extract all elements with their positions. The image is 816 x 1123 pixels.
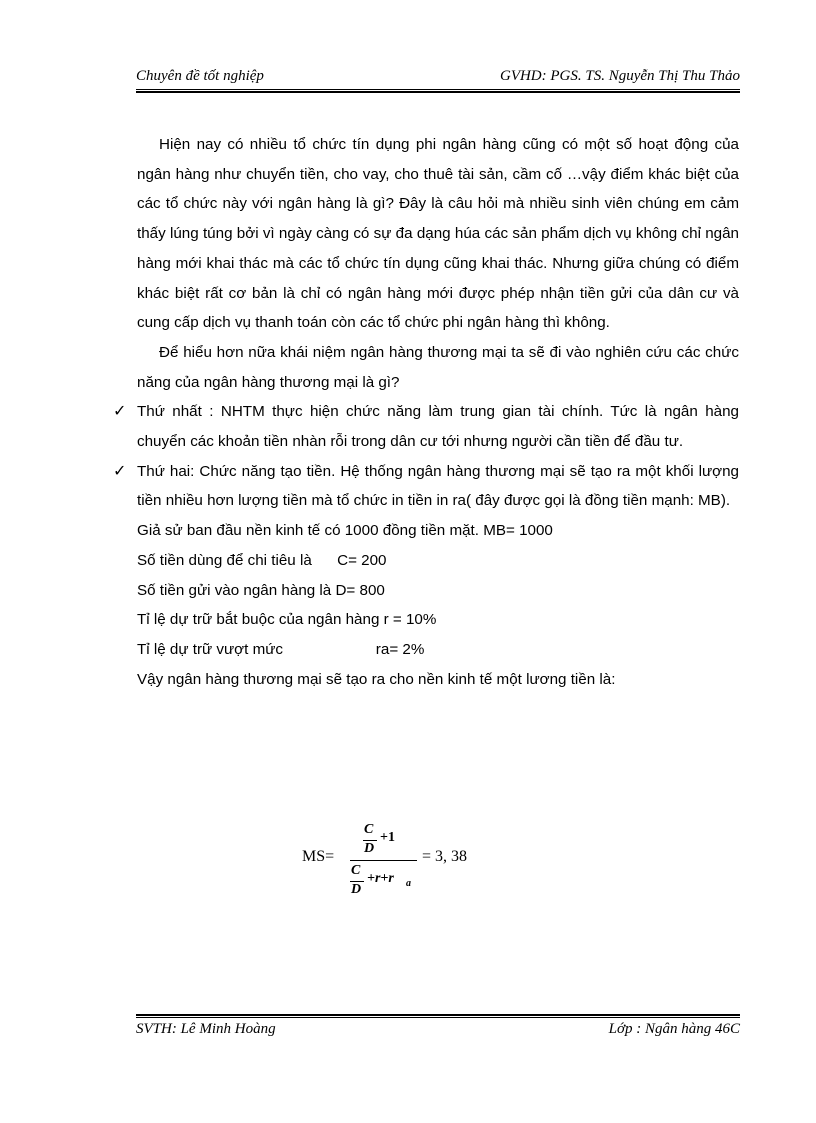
- footer-class: Lớp : Ngân hàng 46C: [608, 1021, 740, 1037]
- footer-student: SVTH: Lê Minh Hoàng: [136, 1021, 276, 1037]
- excess-reserve-line: Tỉ lệ dự trữ vượt mức ra= 2%: [137, 640, 425, 658]
- header-left-title: Chuyên đề tốt nghiệp: [136, 68, 264, 84]
- assumption-line: Giả sử ban đầu nền kinh tế có 1000 đồng tiền mặt. MB= 1000: [137, 522, 553, 540]
- checklist-item-2: [113, 457, 739, 516]
- checklist-item-1: [113, 397, 739, 456]
- denominator-d: D: [351, 882, 362, 897]
- main-text: [113, 130, 739, 694]
- denominator-subscript: a: [406, 878, 411, 889]
- paragraph-2: Để hiểu hơn nữa khái niệm ngân hàng thương mại ta sẽ đi vào nghiên cứu các chức năng của ngân hàng thương mại là gì?: [137, 343, 739, 391]
- denominator-c: C: [351, 863, 361, 878]
- header-rule-thin: [136, 89, 740, 90]
- numerator-c: C: [364, 822, 374, 837]
- main-fraction-bar: [350, 860, 417, 861]
- money-supply-formula: [302, 820, 502, 900]
- paragraph-1: Hiện nay có nhiều tổ chức tín dụng phi ngân hàng cũng có một số hoạt động của ngân hàng như chuyển tiền, cho vay, cho thuê tài sản, cầm cố …vậy điểm khác biệt của các tổ chức này với ngân hàng là gì? Đây là câu hỏi mà nhiều sinh viên chúng em cảm thấy lúng túng bởi vì ngày càng có sự đa dạng húa các sản phẩm dịch vụ không chỉ ngân hàng mới khai thác mà các tổ chức tín dụng cũng khai thác. Nhưng giữa chúng có điểm khác biệt rất cơ bản là chỉ có ngân hàng mới được phép nhận tiền gửi của dân cư và cung cấp dịch vụ thanh toán còn các tổ chức phi ngân hàng thì không.: [137, 136, 739, 332]
- denominator-rest: +r+r: [367, 871, 394, 886]
- page-footer: [136, 1021, 740, 1041]
- spending-line: Số tiền dùng để chi tiêu là C= 200: [137, 551, 387, 569]
- checkmark-icon: ✓: [113, 403, 127, 421]
- formula-lhs: MS=: [302, 848, 335, 865]
- numerator-d: D: [364, 841, 375, 856]
- page-header: [136, 68, 740, 88]
- footer-rule-thin: [136, 1017, 740, 1018]
- deposit-line: Số tiền gửi vào ngân hàng là D= 800: [137, 581, 385, 599]
- footer-rule-thick: [136, 1014, 740, 1016]
- checklist-item-2-text: Thứ hai: Chức năng tạo tiền. Hệ thống ngân hàng thương mại sẽ tạo ra một khối lượng tiền nhiều hơn lượng tiền mà tổ chức in tiền in ra( đây được gọi là đồng tiền mạnh: MB).: [137, 462, 739, 510]
- formula-result: = 3, 38: [422, 848, 468, 865]
- conclusion-line: Vậy ngân hàng thương mại sẽ tạo ra cho nền kinh tế một lương tiền là:: [137, 670, 616, 688]
- checkmark-icon: ✓: [113, 462, 127, 480]
- header-rule-thick: [136, 91, 740, 93]
- numerator-plus-one: +1: [380, 830, 395, 845]
- checklist-item-1-text: Thứ nhất : NHTM thực hiện chức năng làm trung gian tài chính. Tức là ngân hàng chuyển các khoản tiền nhàn rỗi trong dân cư tới nhưng người cần tiền để đầu tư.: [137, 403, 739, 451]
- header-right-advisor: GVHD: PGS. TS. Nguyễn Thị Thu Thảo: [499, 68, 740, 84]
- required-reserve-line: Tỉ lệ dự trữ bắt buộc của ngân hàng r = 10%: [137, 611, 437, 629]
